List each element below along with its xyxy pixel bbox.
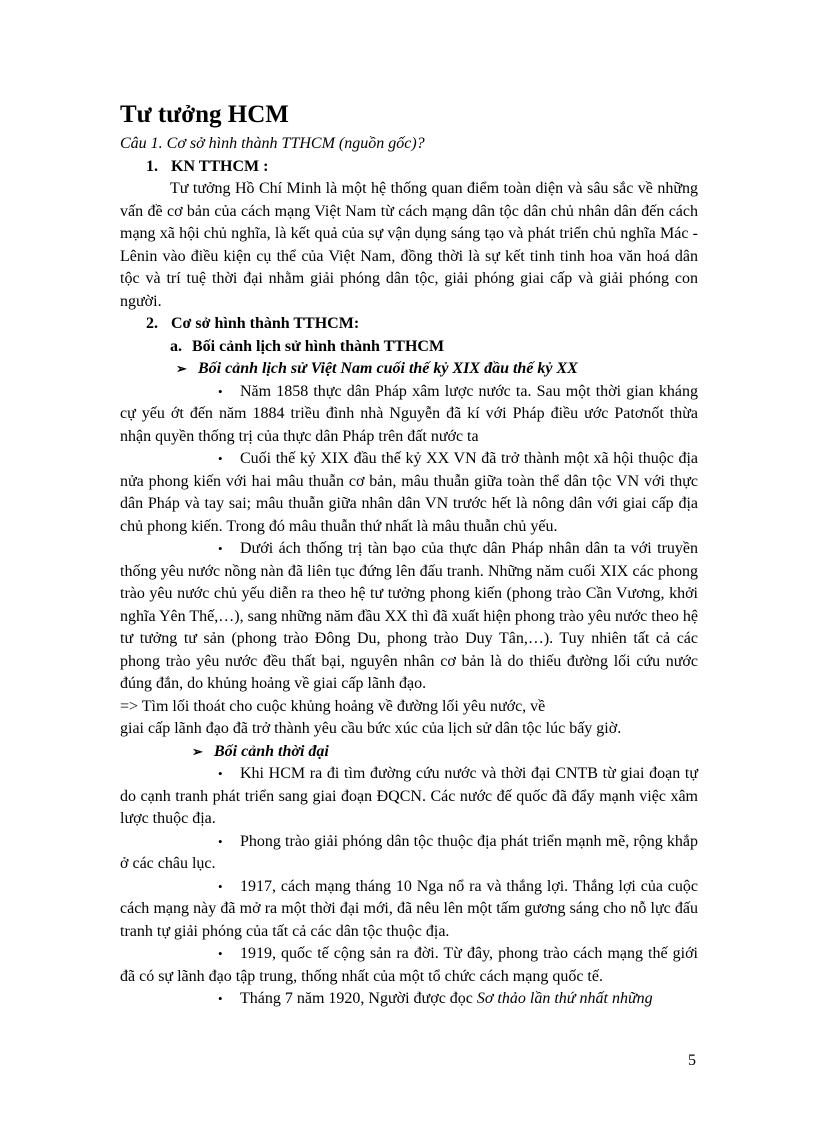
list-item: [120, 876, 698, 944]
list-item-text: 1917, cách mạng tháng 10 Nga nổ ra và thắng lợi. Thắng lợi của cuộc cách mạng này đã mở ra một thời đại mới, đã nêu lên một tấm gương sáng cho nỗ lực đấu tranh tự giải phóng của tất cả các dân tộc thuộc địa.: [120, 877, 698, 940]
list-item: [120, 943, 698, 988]
document-body: [120, 100, 698, 1011]
bullet-icon: •: [218, 541, 223, 556]
list-item-italic-title: Sơ thảo lần thứ nhất những: [476, 990, 653, 1007]
list-item: [120, 763, 698, 831]
question-heading: Câu 1. Cơ sở hình thành TTHCM (nguồn gốc)?: [120, 135, 425, 152]
list-item: [120, 988, 698, 1011]
document-title: Tư tưởng HCM: [120, 101, 289, 128]
bullet-icon: •: [218, 878, 223, 894]
bullet-icon: •: [218, 991, 223, 1006]
list-item: [120, 538, 698, 696]
subsection-a-title: Bối cảnh lịch sử hình thành TTHCM: [192, 337, 445, 355]
arrow-bullet-icon: ➢: [176, 361, 187, 376]
bullet-icon: •: [218, 451, 223, 466]
bullet-icon: •: [218, 946, 223, 961]
section-1-title: KN TTHCM :: [171, 157, 269, 175]
page-number: 5: [688, 1052, 696, 1069]
list-item-text: 1919, quốc tế cộng sản ra đời. Từ đây, phong trào cách mạng thế giới đã có sự lãnh đạo tập trung, thống nhất của một tổ chức cách mạng quốc tế.: [120, 945, 698, 985]
conclusion-line-2: giai cấp lãnh đạo đã trở thành yêu cầu bức xúc của lịch sử dân tộc lúc bấy giờ.: [120, 720, 622, 737]
list-item-text: Năm 1858 thực dân Pháp xâm lược nước ta. Sau một thời gian kháng cự yếu ớt đến năm 1884 triều đình nhà Nguyễn đã kí với Pháp điều ước Patơnốt thừa nhận quyền thống trị của thực dân Pháp trên đất nước ta: [120, 382, 698, 445]
subsection-a-number: a.: [170, 337, 182, 355]
section-1-heading: [120, 156, 698, 179]
definition-paragraph: Tư tưởng Hồ Chí Minh là một hệ thống quan điểm toàn diện và sâu sắc về những vấn đề cơ bản của cách mạng Việt Nam từ cách mạng dân tộc dân chủ nhân dân đến cách mạng xã hội chủ nghĩa, là kết quả của sự vận dụng sáng tạo và phát triển chủ nghĩa Mác - Lênin vào điều kiện cụ thể của Việt Nam, đồng thời là sự kết tinh tinh hoa văn hoá dân tộc và trí tuệ thời đại nhằm giải phóng dân tộc, giải phóng giai cấp và giải phóng con người.: [120, 180, 698, 310]
list-item: [120, 448, 698, 538]
bullet-icon: •: [218, 383, 223, 399]
vn-context-title: Bối cảnh lịch sử Việt Nam cuối thế kỷ XIX đầu thế kỷ XX: [198, 360, 578, 377]
vn-context-heading: [120, 358, 698, 381]
list-item-text: Khi HCM ra đi tìm đường cứu nước và thời đại CNTB từ giai đoạn tự do cạnh tranh phát triển sang giai đoạn ĐQCN. Các nước đế quốc đã đẩy mạnh việc xâm lược thuộc địa.: [120, 765, 698, 827]
list-item-text: Cuối thế kỷ XIX đầu thế kỷ XX VN đã trở thành một xã hội thuộc địa nửa phong kiến với hai mâu thuẫn cơ bản, mâu thuẫn giữa toàn thể dân tộc VN với thực dân Pháp và tay sai; mâu thuẫn giữa nhân dân VN trước hết là nông dân với giai cấp địa chủ phong kiến. Trong đó mâu thuẫn thứ nhất là mâu thuẫn chủ yếu.: [120, 450, 698, 535]
list-item-text: Tháng 7 năm 1920, Người được đọc: [240, 990, 473, 1007]
section-2-number: 2.: [146, 315, 158, 332]
list-item: [120, 381, 698, 449]
arrow-bullet-icon: ➢: [192, 743, 203, 759]
section-2-title: Cơ sở hình thành TTHCM:: [171, 315, 360, 332]
section-2-heading: [120, 313, 698, 336]
subsection-a-heading: [120, 336, 698, 359]
list-item: [120, 831, 698, 876]
bullet-icon: •: [218, 833, 223, 849]
list-item-text: Phong trào giải phóng dân tộc thuộc địa phát triển mạnh mẽ, rộng khắp ở các châu lục.: [120, 832, 698, 872]
era-context-title: Bối cảnh thời đại: [214, 742, 329, 760]
list-item-text: Dưới ách thống trị tàn bạo của thực dân Pháp nhân dân ta với truyền thống yêu nước nồng nàn đã liên tục đứng lên đấu tranh. Những năm cuối XIX các phong trào yêu nước chủ yếu diễn ra theo hệ tư tưởng phong kiến (phong trào Cần Vương, khởi nghĩa Yên Thế,…), sang những năm đầu XX thì đã xuất hiện phong trào yêu nước theo hệ tư tưởng tư sản (phong trào Đông Du, phong trào Duy Tân,…). Tuy nhiên tất cả các phong trào yêu nước đều thất bại, nguyên nhân cơ bản là do thiếu đường lối cứu nước đúng đắn, do khủng hoảng về giai cấp lãnh đạo.: [120, 540, 698, 692]
conclusion-line-1: => Tìm lối thoát cho cuộc khủng hoảng về đường lối yêu nước, về: [120, 697, 546, 715]
bullet-icon: •: [218, 766, 223, 781]
era-context-heading: [120, 741, 698, 764]
section-1-number: 1.: [146, 157, 158, 175]
